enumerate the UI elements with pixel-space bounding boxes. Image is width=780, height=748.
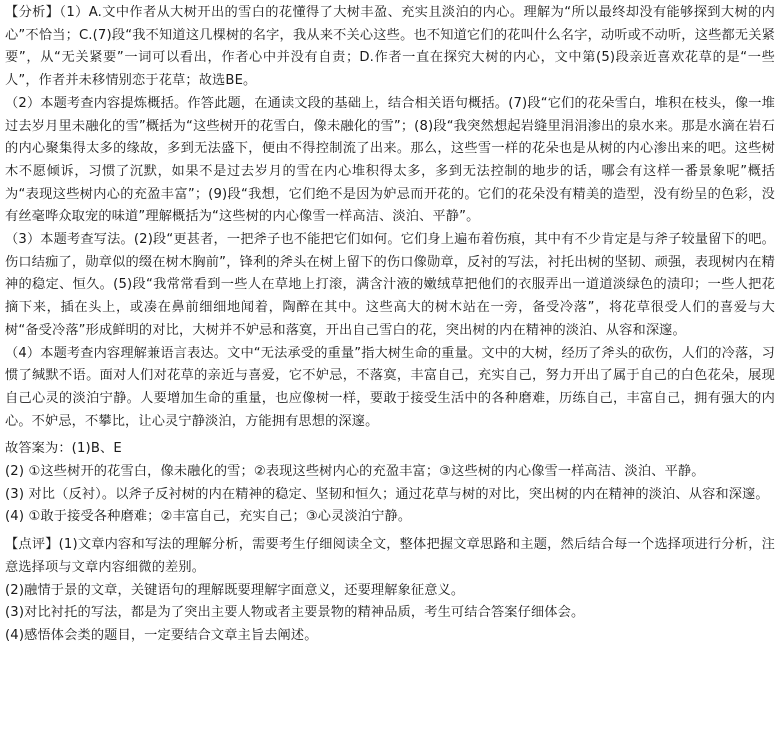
answers-section [5,438,775,529]
comment-line-2: (2)融情于景的文章，关键语句的理解既要理解字面意义，还要理解象征意义。 [5,582,465,598]
analysis-q3: （3）本题考查写法。(2)段“更甚者，一把斧子也不能把它们如何。它们身上遍布着伤痕，其中有不少肯定是与斧子较量留下的吧。伤口结痂了，勋章似的缀在树木胸前”，锋利的斧头在树上留下的伤口像勋章，反衬的写法，衬托出树的坚韧、顽强，表现树内在精神的稳定、恒久。(5)段“我常常看到一些人在草地上打滚，满含汁液的嫩绒草把他们的衣服弄出一道道淡绿色的渍印；一些人把花摘下来，插在头上，或凑在鼻前细细地闻着，陶醉在其中。这些高大的树木站在一旁，备受冷落”，将花草很受人们的喜爱与大树“备受冷落”形成鲜明的对比，大树并不妒忌和落寞，开出自己雪白的花，突出树的内在精神的淡泊、从容和深邃。 [5,232,775,338]
comment-line-1: 【点评】(1)文章内容和写法的理解分析，需要考生仔细阅读全文，整体把握文章思路和主题，然后结合每一个选择项进行分析，注意选择项与文章内容细微的差别。 [5,537,775,575]
analysis-section [5,2,775,433]
answer-line-4: (4) ①敢于接受各种磨难；②丰富自己，充实自己；③心灵淡泊宁静。 [5,509,412,525]
analysis-q2: （2）本题考查内容提炼概括。作答此题，在通读文段的基础上，结合相关语句概括。(7)段“它们的花朵雪白，堆积在枝头，像一堆过去岁月里未融化的雪”概括为“这些树开的花雪白，像未融化的雪”；(8)段“我突然想起岩缝里涓涓渗出的泉水来。那是水滴在岩石的内心聚集得太多的缘故，多到无法盛下，便由不得控制流了出来。那么，这些雪一样的花朵也是从树的内心渗出来的吧。这些树木不愿倾诉，习惯了沉默，如果不是过去岁月的雪在内心堆积得太多，多到无法控制的地步的话，哪会有这样一番景象呢”概括为“表现这些树内心的充盈丰富”；(9)段“我想，它们绝不是因为妒忌而开花的。它们的花朵没有精美的造型，没有纷呈的色彩，没有丝毫哗众取宠的味道”理解概括为“这些树的内心像雪一样高洁、淡泊、平静”。 [5,95,775,225]
answer-line-1: 故答案为：(1)B、E [5,441,122,457]
answer-line-3: (3) 对比（反衬）。以斧子反衬树的内在精神的稳定、坚韧和恒久；通过花草与树的对比，突出树的内在精神的淡泊、从容和深邃。 [5,486,769,502]
comment-line-4: (4)感悟体会类的题目，一定要结合文章主旨去阐述。 [5,627,318,643]
comment-line-3: (3)对比衬托的写法，都是为了突出主要人物或者主要景物的精神品质，考生可结合答案仔细体会。 [5,605,585,621]
analysis-q4: （4）本题考查内容理解兼语言表达。文中“无法承受的重量”指大树生命的重量。文中的大树，经历了斧头的砍伤，人们的冷落，习惯了缄默不语。面对人们对花草的亲近与喜爱，它不妒忌，不落寞，丰富自己，充实自己，努力开出了属于自己的白色花朵，展现自己心灵的淡泊宁静。人要增加生命的重量，也应像树一样，要敢于接受生活中的各种磨难，历练自己，丰富自己，拥有强大的内心。不妒忌，不攀比，让心灵宁静淡泊，方能拥有思想的深邃。 [5,345,775,429]
comments-section [5,534,775,648]
analysis-q1: 【分析】（1）A.文中作者从大树开出的雪白的花懂得了大树丰盈、充实且淡泊的内心。理解为“所以最终却没有能够探到大树的内心”不恰当；C.(7)段“我不知道这几棵树的名字，我从来不关心这些。也不知道它们的花叫什么名字，动听或不动听，这些都无关紧要”，从“无关紧要”一词可以看出，作者心中并没有自责；D.作者一直在探究大树的内心，文中第(5)段亲近喜欢花草的是“一些人”，作者并未移情别恋于花草；故选BE。 [5,5,775,89]
answer-line-2: (2) ①这些树开的花雪白，像未融化的雪；②表现这些树内心的充盈丰富；③这些树的内心像雪一样高洁、淡泊、平静。 [5,464,705,480]
